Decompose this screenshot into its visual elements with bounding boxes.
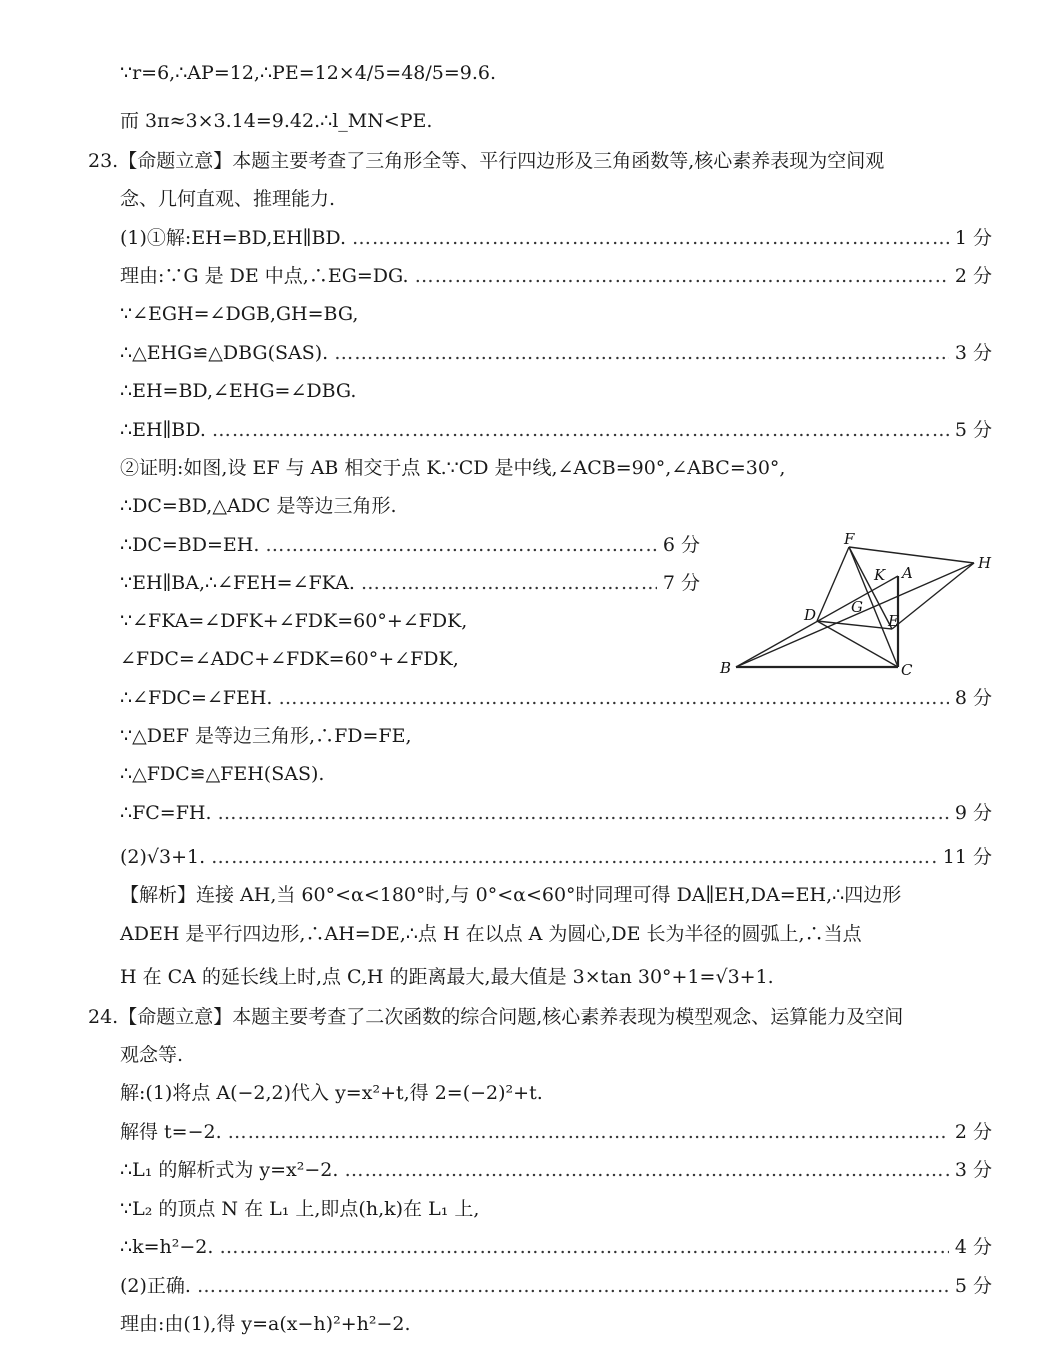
leader-dots (361, 570, 657, 596)
leader-dots (265, 532, 656, 558)
leader-dots (334, 340, 949, 366)
analysis-line3: H 在 CA 的延长线上时,点 C,H 的距离最大,最大值是 3×tan 30°+1=√3+1. (120, 966, 774, 988)
step-l1-expression: ∴L₁ 的解析式为 y=x²−2. ………………………………………………………………………………………………………………………………………………………………………………………………………………………………… 3 分 (120, 1157, 992, 1183)
leader-dots (228, 1119, 949, 1145)
score-label: 5 分 (954, 1275, 992, 1297)
leader-dots (212, 417, 949, 443)
score-label: 6 分 (662, 534, 700, 556)
step-eh-eq-bd: ∴EH=BD,∠EHG=∠DBG. (120, 380, 357, 402)
label-h: H (978, 554, 992, 572)
leader-dots (278, 685, 948, 711)
score-label: 2 分 (954, 1121, 992, 1143)
leader-dots (344, 1157, 948, 1183)
step-part2-correct: (2)正确. ………………………………………………………………………………………………………………………………………………………………………………………………………………………………… 5 分 (120, 1273, 992, 1299)
q23-intro-line2: 念、几何直观、推理能力. (120, 188, 336, 210)
label-e: E (888, 612, 899, 630)
step-reason: 理由:由(1),得 y=a(x−h)²+h²−2. (120, 1313, 411, 1335)
geometry-diagram (718, 530, 1000, 682)
q23-intro-line1: 23. 【命题立意】本题主要考查了三角形全等、平行四边形及三角函数等,核心素养表现为空间观 (88, 150, 885, 172)
leader-dots (211, 844, 937, 870)
line-3pi-compare: 而 3π≈3×3.14=9.42.∴l_MN<PE. (120, 110, 433, 132)
score-label: 1 分 (954, 227, 992, 249)
step-fdc-feh: ∴∠FDC=∠FEH. ………………………………………………………………………………………………………………………………………………………………………………………………………………………………… 8 分 (120, 685, 992, 711)
step-congruent-sas: ∴△EHG≌△DBG(SAS). ………………………………………………………………………………………………………………………………………………………………………………………………………………………………… 3 分 (120, 340, 992, 366)
score-label: 4 分 (954, 1236, 992, 1258)
label-d: D (804, 606, 817, 624)
step-def-equilateral: ∵△DEF 是等边三角形,∴FD=FE, (120, 725, 412, 747)
step-eh-parallel: ∴EH∥BD. ………………………………………………………………………………………………………………………………………………………………………………………………………………………………… 5 分 (120, 417, 992, 443)
score-label: 11 分 (942, 846, 992, 868)
step-proof-intro: ②证明:如图,设 EF 与 AB 相交于点 K.∵CD 是中线,∠ACB=90°,∠ABC=30°, (120, 457, 786, 479)
leader-dots (352, 225, 949, 251)
leader-dots (415, 263, 949, 289)
leader-dots (218, 800, 949, 826)
label-g: G (851, 598, 863, 616)
score-label: 7 分 (662, 572, 700, 594)
score-label: 3 分 (954, 1159, 992, 1181)
step-vertex-on-l1: ∵L₂ 的顶点 N 在 L₁ 上,即点(h,k)在 L₁ 上, (120, 1198, 480, 1220)
score-label: 3 分 (954, 342, 992, 364)
analysis-line1: 【解析】连接 AH,当 60°<α<180°时,与 0°<α<60°时同理可得 DA∥EH,DA=EH,∴四边形 (120, 884, 902, 906)
score-label: 9 分 (954, 802, 992, 824)
segment-fe (849, 547, 892, 629)
step-angle-egh: ∵∠EGH=∠DGB,GH=BG, (120, 303, 359, 325)
leader-dots (219, 1234, 948, 1260)
line-r-ap-pe: ∵r=6,∴AP=12,∴PE=12×4/5=48/5=9.6. (120, 62, 497, 84)
label-a: A (902, 564, 913, 582)
segment-fh (849, 547, 974, 563)
step-feh-fka: ∵EH∥BA,∴∠FEH=∠FKA. ………………………………………………………………………………………………………………………………………………………………………………………………………………………………… 7 分 (120, 570, 700, 596)
segment-fd (817, 547, 849, 621)
q24-intro-line1: 24. 【命题立意】本题主要考查了二次函数的综合问题,核心素养表现为模型观念、运算能力及空间 (88, 1006, 904, 1028)
score-label: 5 分 (954, 419, 992, 441)
step-eh-bd: (1)①解:EH=BD,EH∥BD. ………………………………………………………………………………………………………………………………………………………………………………………………………………………………… 1 分 (120, 225, 992, 251)
step-k-expression: ∴k=h²−2. ………………………………………………………………………………………………………………………………………………………………………………………………………………………………… 4 分 (120, 1234, 992, 1260)
label-f: F (844, 530, 855, 548)
step-fdc-feh-sas: ∴△FDC≌△FEH(SAS). (120, 763, 325, 785)
step-dc-bd-eh: ∴DC=BD=EH. ………………………………………………………………………………………………………………………………………………………………………………………………………………………………… 6 分 (120, 532, 700, 558)
step-fdc-sum: ∠FDC=∠ADC+∠FDK=60°+∠FDK, (120, 648, 459, 670)
step-part2-answer: (2)√3+1. ………………………………………………………………………………………………………………………………………………………………………………………………………………………………… 11 分 (120, 844, 992, 870)
q24-intro-line2: 观念等. (120, 1044, 184, 1066)
label-k: K (874, 566, 886, 584)
step-g-midpoint: 理由:∵G 是 DE 中点,∴EG=DG. ………………………………………………………………………………………………………………………………………………………………………………………………………………………………… 2 分 (120, 263, 992, 289)
step-substitute-a: 解:(1)将点 A(−2,2)代入 y=x²+t,得 2=(−2)²+t. (120, 1082, 543, 1104)
step-solve-t: 解得 t=−2. ………………………………………………………………………………………………………………………………………………………………………………………………………………………………… 2 分 (120, 1119, 992, 1145)
step-equilateral: ∴DC=BD,△ADC 是等边三角形. (120, 495, 397, 517)
step-fka-sum: ∵∠FKA=∠DFK+∠FDK=60°+∠FDK, (120, 610, 468, 632)
analysis-line2: ADEH 是平行四边形,∴AH=DE,∴点 H 在以点 A 为圆心,DE 长为半径的圆弧上,∴当点 (120, 923, 862, 945)
label-c: C (901, 661, 913, 679)
score-label: 2 分 (954, 265, 992, 287)
score-label: 8 分 (954, 687, 992, 709)
step-fc-fh: ∴FC=FH. ………………………………………………………………………………………………………………………………………………………………………………………………………………………………… 9 分 (120, 800, 992, 826)
label-b: B (720, 659, 732, 677)
leader-dots (197, 1273, 949, 1299)
